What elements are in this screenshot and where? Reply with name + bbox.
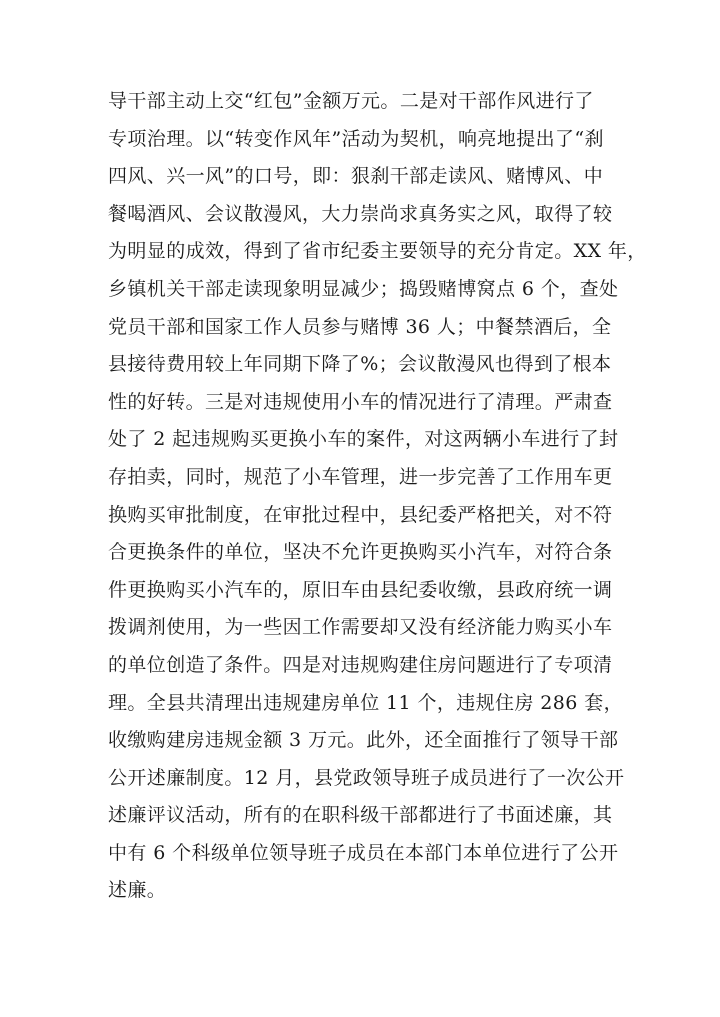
body-paragraph: [108, 83, 647, 910]
text-line-19: 公开述廉制度。12 月，县党政领导班子成员进行了一次公开: [108, 766, 625, 789]
text-line-11: 存拍卖，同时，规范了小车管理，进一步完善了工作用车更: [108, 465, 613, 488]
text-line-4: 餐喝酒风、会议散漫风，大力崇尚求真务实之风，取得了较: [108, 202, 613, 225]
text-line-21: 中有 6 个科级单位领导班子成员在本部门本单位进行了公开: [108, 841, 619, 864]
text-line-12: 换购买审批制度，在审批过程中，县纪委严格把关，对不符: [108, 503, 613, 526]
text-line-10: 处了 2 起违规购买更换小车的案件，对这两辆小车进行了封: [108, 428, 619, 451]
text-line-14: 件更换购买小汽车的，原旧车由县纪委收缴，县政府统一调: [108, 578, 613, 601]
text-line-7: 党员干部和国家工作人员参与赌博 36 人；中餐禁酒后，全: [108, 315, 612, 338]
text-line-6: 乡镇机关干部走读现象明显减少；捣毁赌博窝点 6 个，查处: [108, 277, 619, 300]
text-line-9: 性的好转。三是对违规使用小车的情况进行了清理。严肃查: [108, 390, 613, 413]
text-line-3: 四风、兴一风”的口号，即：狠刹干部走读风、赌博风、中: [108, 165, 604, 188]
text-line-13: 合更换条件的单位，坚决不允许更换购买小汽车，对符合条: [108, 541, 613, 564]
text-line-2: 专项治理。以“转变作风年”活动为契机，响亮地提出了“刹: [108, 127, 604, 150]
text-line-22: 述廉。: [108, 879, 167, 902]
text-line-20: 述廉评议活动，所有的在职科级干部都进行了书面述廉，其: [108, 804, 613, 827]
text-line-5: 为明显的成效，得到了省市纪委主要领导的充分肯定。XX 年，: [108, 240, 647, 263]
text-line-17: 理。全县共清理出违规建房单位 11 个，违规住房 286 套，: [108, 691, 624, 714]
text-line-1: 导干部主动上交“红包”金额万元。二是对干部作风进行了: [108, 90, 594, 112]
text-line-15: 拨调剂使用，为一些因工作需要却又没有经济能力购买小车: [108, 616, 613, 639]
text-line-18: 收缴购建房违规金额 3 万元。此外，还全面推行了领导干部: [108, 729, 619, 752]
text-line-8: 县接待费用较上年同期下降了%；会议散漫风也得到了根本: [108, 353, 612, 376]
text-line-16: 的单位创造了条件。四是对违规购建住房问题进行了专项清: [108, 653, 613, 676]
